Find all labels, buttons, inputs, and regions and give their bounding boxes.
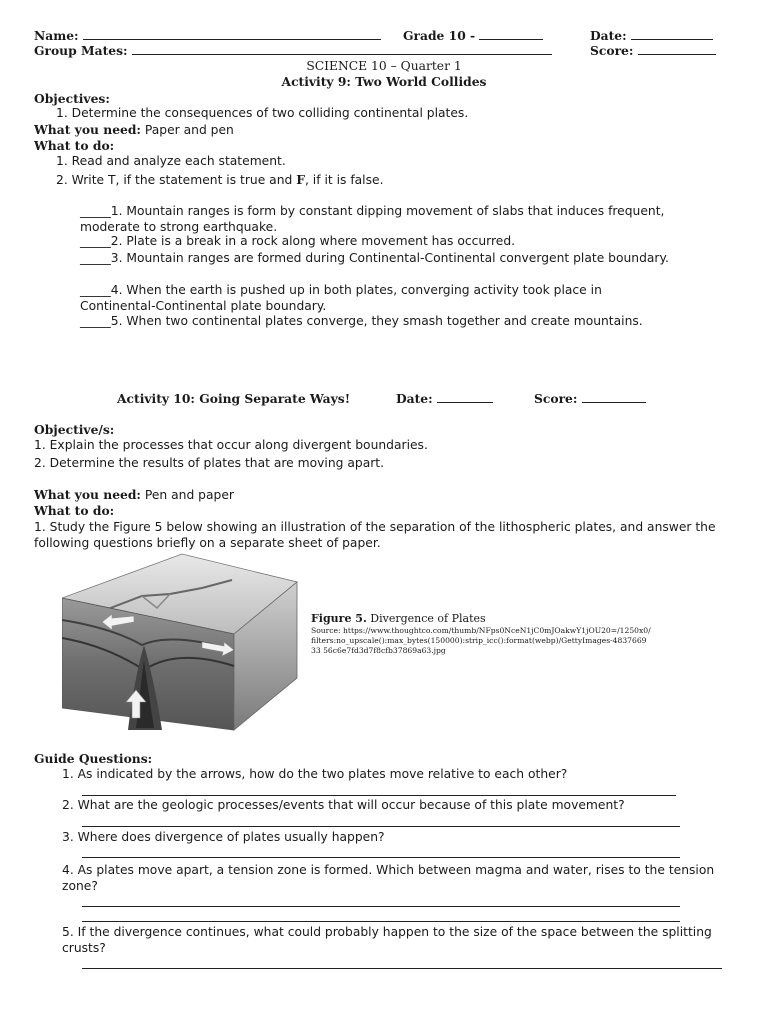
activity10-title: Activity 10: Going Separate Ways! bbox=[117, 391, 351, 406]
guide-question: 3. Where does divergence of plates usually happen? bbox=[62, 830, 385, 844]
answer-line[interactable] bbox=[82, 795, 676, 796]
materials-line: What you need: Paper and pen bbox=[34, 122, 234, 137]
answer-line[interactable] bbox=[82, 857, 680, 858]
todo-heading: What to do: bbox=[34, 138, 115, 153]
objective-item: 1. Determine the consequences of two colliding continental plates. bbox=[56, 106, 469, 120]
score-line[interactable] bbox=[638, 43, 716, 55]
activity10-date-line[interactable] bbox=[437, 391, 493, 403]
objectives-heading: Objectives: bbox=[34, 91, 110, 106]
activity10-score-label: Score: bbox=[534, 391, 646, 406]
guide-question: 2. What are the geologic processes/events that will occur because of this plate movement? bbox=[62, 798, 625, 812]
grade-line[interactable] bbox=[479, 28, 543, 40]
guide-questions-heading: Guide Questions: bbox=[34, 751, 153, 766]
divergence-figure bbox=[62, 550, 302, 735]
statement-item: _____2. Plate is a break in a rock along where movement has occurred. bbox=[80, 234, 516, 248]
step-item: 2. Write T, if the statement is true and F, if it is false. bbox=[56, 172, 384, 187]
step-item: 1. Read and analyze each statement. bbox=[56, 154, 286, 168]
todo-heading: What to do: bbox=[34, 503, 115, 518]
figure-source: Source: https://www.thoughtco.com/thumb/NFps0NceN1jC0mJOakwY1jOU20=/1250x0/ filters:no_upscale():max_bytes(150000):strip_icc():format(webp)/GettyImages-483766933 56c6e7fd3d7f8cfb37869a63.jpg bbox=[311, 626, 651, 655]
statement-item: _____3. Mountain ranges are formed during Continental-Continental convergent plate boundary. bbox=[80, 251, 669, 265]
activity10-date-label: Date: bbox=[396, 391, 493, 406]
answer-line[interactable] bbox=[82, 968, 722, 969]
answer-line[interactable] bbox=[82, 921, 680, 922]
statement-item: _____1. Mountain ranges is form by constant dipping movement of slabs that induces frequent, moderate to strong earthquake. bbox=[80, 204, 665, 234]
date-line[interactable] bbox=[631, 28, 713, 40]
objective-item: 2. Determine the results of plates that are moving apart. bbox=[34, 456, 385, 470]
figure-caption: Figure 5. Divergence of Plates bbox=[311, 612, 486, 625]
objective-item: 1. Explain the processes that occur along divergent boundaries. bbox=[34, 438, 428, 452]
guide-question: 4. As plates move apart, a tension zone is formed. Which between magma and water, rises to the tension zone? bbox=[62, 863, 715, 893]
date-label: Date: bbox=[590, 28, 713, 43]
course-title: SCIENCE 10 – Quarter 1 bbox=[306, 59, 462, 73]
name-label: Name: bbox=[34, 28, 381, 43]
guide-question: 1. As indicated by the arrows, how do the two plates move relative to each other? bbox=[62, 767, 568, 781]
statement-item: _____4. When the earth is pushed up in both plates, converging activity took place in Continental-Continental plate boundary. bbox=[80, 283, 602, 313]
instruction-text: 1. Study the Figure 5 below showing an illustration of the separation of the lithospheric plates, and answer the following questions briefly on a separate sheet of paper. bbox=[34, 520, 716, 550]
answer-line[interactable] bbox=[82, 906, 680, 907]
groupmates-label: Group Mates: bbox=[34, 43, 552, 58]
answer-line[interactable] bbox=[82, 826, 680, 827]
score-label: Score: bbox=[590, 43, 716, 58]
materials-line: What you need: Pen and paper bbox=[34, 487, 234, 502]
groupmates-line[interactable] bbox=[132, 43, 552, 55]
name-line[interactable] bbox=[83, 28, 381, 40]
activity9-title: Activity 9: Two World Collides bbox=[281, 74, 487, 89]
grade-label: Grade 10 - bbox=[403, 28, 543, 43]
activity10-score-line[interactable] bbox=[582, 391, 646, 403]
objectives-heading: Objective/s: bbox=[34, 422, 115, 437]
guide-question: 5. If the divergence continues, what could probably happen to the size of the space between the splitting crusts? bbox=[62, 925, 712, 955]
statement-item: _____5. When two continental plates converge, they smash together and create mountains. bbox=[80, 314, 643, 328]
